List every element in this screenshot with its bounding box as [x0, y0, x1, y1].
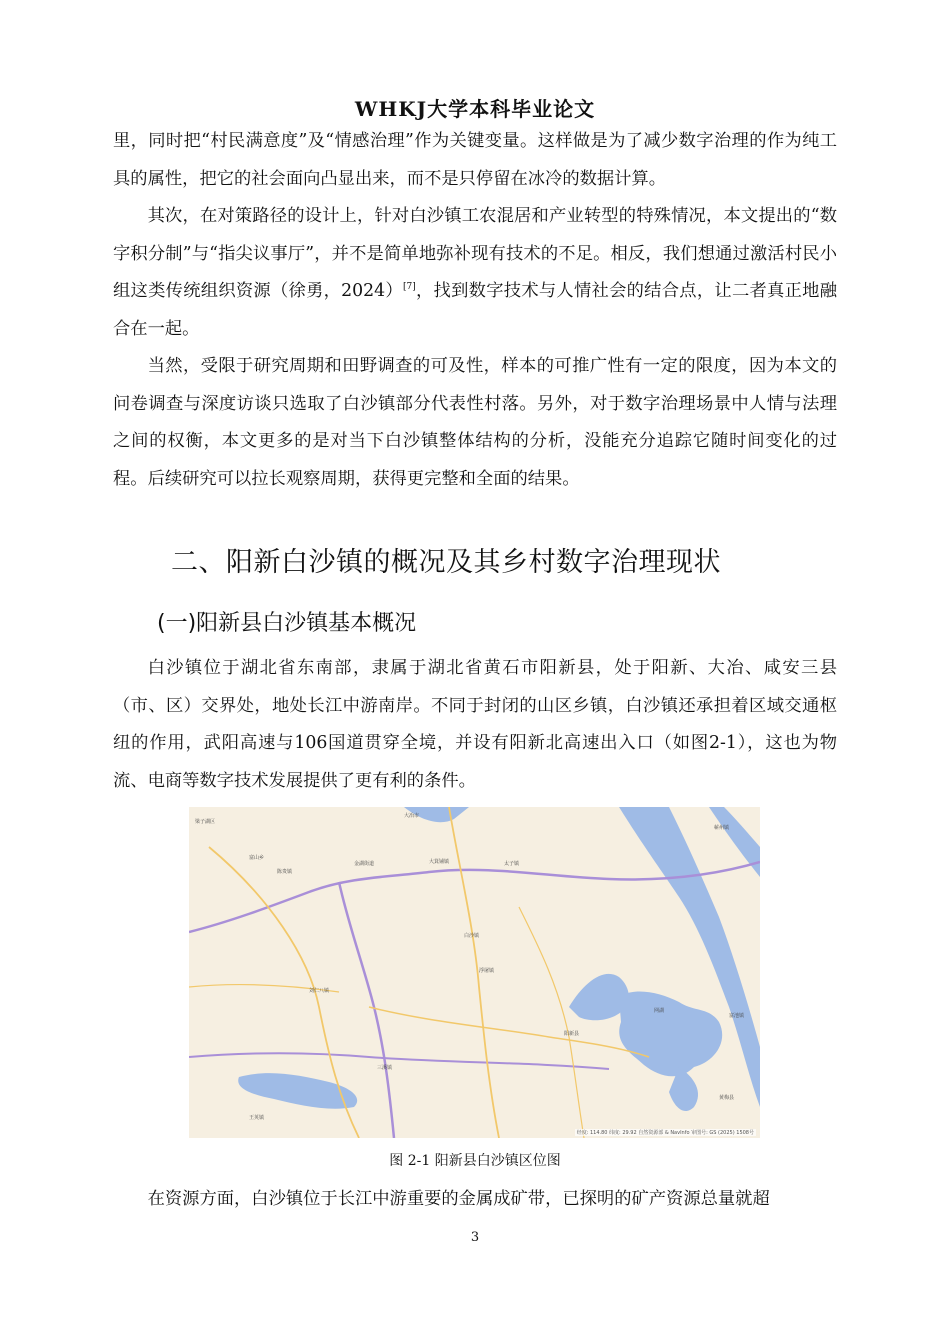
page-header: WHKJ大学本科毕业论文	[354, 97, 596, 121]
map-label: 富山乡	[249, 855, 265, 861]
paragraph-strategy	[113, 198, 837, 348]
map-label: 三溪镇	[377, 1065, 393, 1071]
map-label: 大冶市	[404, 813, 420, 819]
citation-ref: [7]	[402, 282, 416, 293]
map-label: 金湖街道	[354, 861, 375, 867]
subsection-title: (一)阳新县白沙镇基本概况	[157, 611, 417, 636]
paragraph-text: 其次，在对策路径的设计上，针对白沙镇工农混居和产业转型的特殊情况，本文提出的“数字积分制”与“指尖议事厅”，并不是简单地弥补现有技术的不足。相反，我们想通过激活村民小组这类传统组织资源（徐勇，2024）	[113, 206, 837, 301]
section-title: 二、阳新白沙镇的概况及其乡村数字治理现状	[171, 547, 721, 578]
road-5	[519, 907, 584, 1138]
page-number: 3	[470, 1230, 480, 1245]
map-label: 刘仁八镇	[309, 988, 330, 994]
expressway-3	[189, 1053, 609, 1069]
map-label: 蕲州镇	[714, 825, 730, 831]
map-label: 浮屠镇	[479, 968, 495, 974]
map-label: 陈贵镇	[277, 869, 293, 875]
paragraph-overview: 白沙镇位于湖北省东南部，隶属于湖北省黄石市阳新县，处于阳新、大冶、咸安三县（市、区）交界处，地处长江中游南岸。不同于封闭的山区乡镇，白沙镇还承担着区域交通枢纽的作用，武阳高速与106国道贯穿全境，并设有阳新北高速出入口（如图2-1），这也为物流、电商等数字技术发展提供了更有利的条件。	[113, 658, 837, 791]
map-graphic	[189, 807, 760, 1138]
map-label: 黄梅县	[719, 1095, 735, 1101]
map-label: 梁子湖区	[195, 819, 216, 825]
map-attribution: 经度: 114.80 纬度: 29.92 自然资源部 & NavInfo 审图号: GS (2025) 1508号	[576, 1130, 754, 1136]
map-label: 网湖	[654, 1008, 665, 1014]
wang-lake	[619, 992, 722, 1077]
paragraph-text: ，找到数字技术与人情社会的结合点，让二者真正地融合在一起。	[113, 281, 837, 339]
map-label: 阳新县	[564, 1031, 580, 1037]
river-ne	[709, 807, 760, 877]
lake-north	[569, 974, 629, 1020]
paragraph-continuation: 里，同时把“村民满意度”及“情感治理”作为关键变量。这样做是为了减少数字治理的作为纯工具的属性，把它的社会面向凸显出来，而不是只停留在冰冷的数据计算。	[113, 131, 837, 189]
figure-caption: 图 2-1 阳新县白沙镇区位图	[389, 1153, 561, 1169]
map-label: 富池镇	[729, 1013, 745, 1019]
paragraph-limitations: 当然，受限于研究周期和田野调查的可及性，样本的可推广性有一定的限度，因为本文的问卷调查与深度访谈只选取了白沙镇部分代表性村落。另外，对于数字治理场景中人情与法理之间的权衡，本文更多的是对当下白沙镇整体结构的分析，没能充分追踪它随时间变化的过程。后续研究可以拉长观察周期，获得更完整和全面的结果。	[113, 356, 837, 489]
map-label: 太子镇	[504, 861, 520, 867]
map-label: 白沙镇	[464, 933, 480, 939]
location-map	[189, 807, 760, 1138]
map-label: 大箕铺镇	[429, 859, 450, 865]
paragraph-resources: 在资源方面，白沙镇位于长江中游重要的金属成矿带，已探明的矿产资源总量就超	[147, 1189, 770, 1209]
map-label: 王英镇	[249, 1115, 265, 1121]
